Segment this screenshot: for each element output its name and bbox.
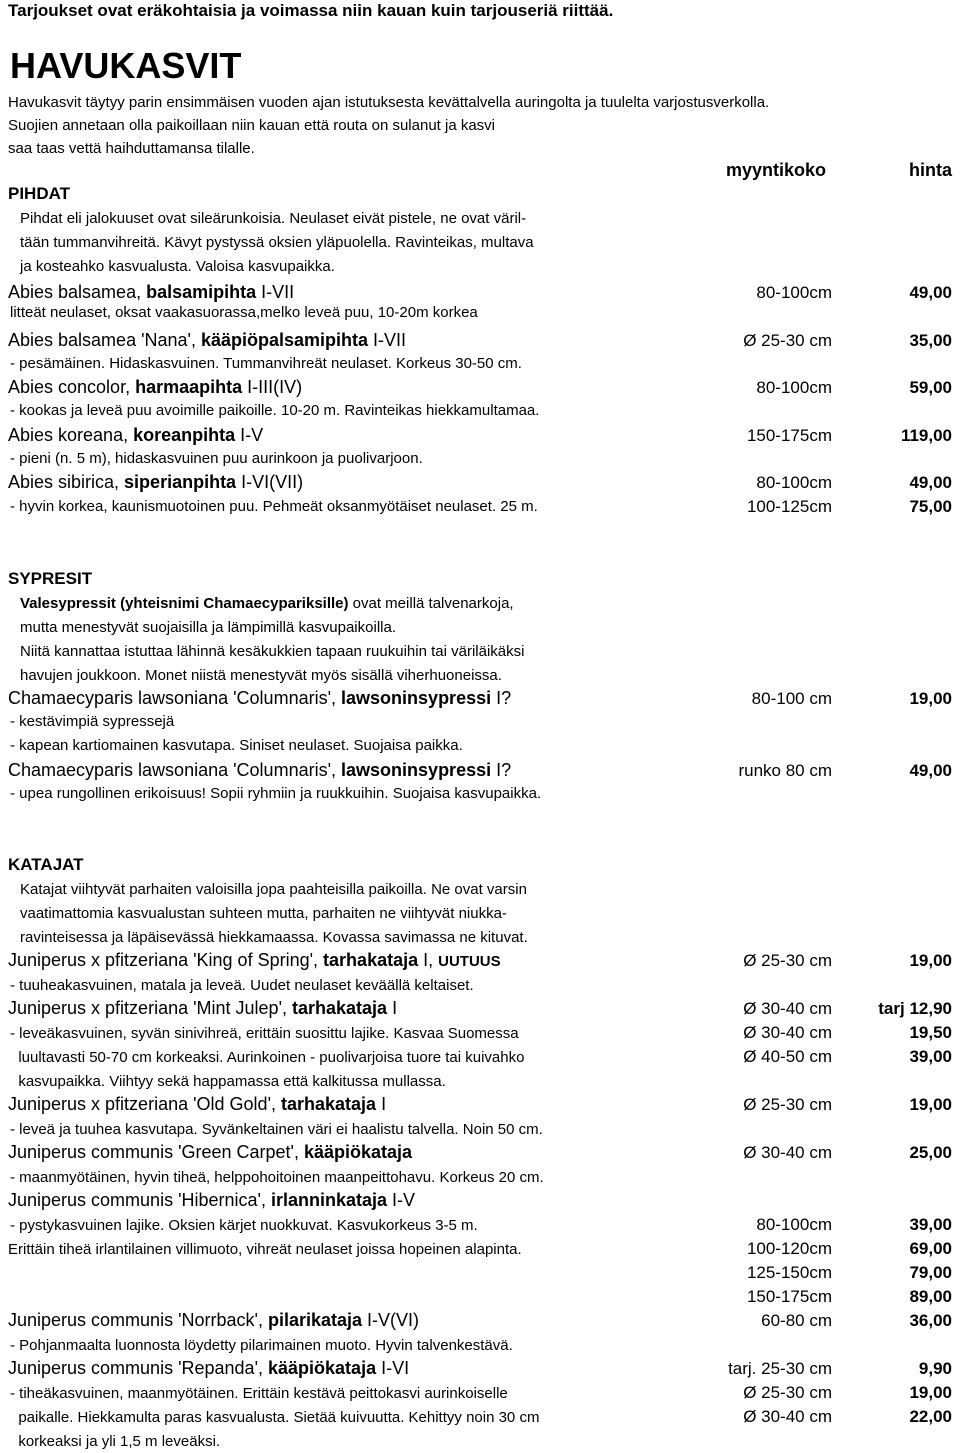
section-intro-line: ravinteisessa ja läpäisevässä hiekkamaassa. Kovassa savimassa ne kituvat.	[20, 929, 528, 946]
product-size: Ø 40-50 cm	[743, 1047, 832, 1066]
intro-line: Havukasvit täytyy parin ensimmäisen vuoden ajan istutuksesta kevättalvella auringolta ja tuulelta varjostusverkolla.	[8, 94, 770, 111]
product-size: 80-100 cm	[751, 689, 832, 708]
product-description: luultavasti 50-70 cm korkeaksi. Aurinkoinen - puolivarjoisa tuore tai kuivahko	[10, 1049, 525, 1066]
product-description: - kestävimpiä sypressejä	[10, 713, 175, 730]
product-size: 150-175cm	[746, 1287, 832, 1306]
product-name: Chamaecyparis lawsoniana 'Columnaris', lawsoninsypressi I?	[8, 760, 512, 780]
product-price: 25,00	[909, 1143, 952, 1162]
column-header-price: hinta	[909, 160, 952, 180]
product-price: 19,00	[909, 689, 952, 708]
product-description: - kapean kartiomainen kasvutapa. Siniset neulaset. Suojaisa paikka.	[10, 737, 463, 754]
section-intro-line: Niitä kannattaa istuttaa lähinnä kesäkukkien tapaan ruukuihin tai väriläikäksi	[20, 643, 525, 660]
product-description: - leveä ja tuuhea kasvutapa. Syvänkeltainen väri ei haalistu talvella. Noin 50 cm.	[10, 1121, 543, 1138]
product-name: Juniperus x pfitzeriana 'Mint Julep', tarhakataja I	[8, 998, 398, 1018]
product-size: 100-120cm	[746, 1239, 832, 1258]
product-size: 60-80 cm	[761, 1311, 832, 1330]
section-intro-line: ja kosteahko kasvualusta. Valoisa kasvupaikka.	[20, 258, 335, 275]
product-price: 39,00	[909, 1215, 952, 1234]
product-price: 19,00	[909, 951, 952, 970]
new-badge: UUTUUS	[438, 953, 501, 970]
product-description: - leveäkasvuinen, syvän sinivihreä, erittäin suosittu lajike. Kasvaa Suomessa	[10, 1025, 519, 1042]
product-size: 125-150cm	[746, 1263, 832, 1282]
product-description: - tuuheakasvuinen, matala ja leveä. Uudet neulaset keväällä keltaiset.	[10, 977, 474, 994]
product-price: 36,00	[909, 1311, 952, 1330]
product-description: Erittäin tiheä irlantilainen villimuoto, vihreät neulaset joissa hopeinen alapinta.	[8, 1241, 522, 1258]
product-name: Abies koreana, koreanpihta I-V	[8, 425, 264, 445]
product-price: 119,00	[900, 426, 952, 445]
product-description: - tiheäkasvuinen, maanmyötäinen. Erittäin kestävä peittokasvi aurinkoiselle	[10, 1385, 508, 1402]
product-description: - pesämäinen. Hidaskasvuinen. Tummanvihreät neulaset. Korkeus 30-50 cm.	[10, 355, 522, 372]
section-heading-pihdat: PIHDAT	[8, 184, 71, 203]
product-price: 49,00	[909, 473, 952, 492]
product-price: 75,00	[909, 497, 952, 516]
product-size: Ø 25-30 cm	[743, 331, 832, 350]
product-price: 9,90	[918, 1359, 952, 1378]
product-price: 35,00	[909, 331, 952, 350]
product-size: Ø 25-30 cm	[743, 1095, 832, 1114]
section-intro-line: Katajat viihtyvät parhaiten valoisilla jopa paahteisilla paikoilla. Ne ovat varsin	[20, 881, 527, 898]
section-intro-line: tään tummanvihreitä. Kävyt pystyssä oksien yläpuolella. Ravinteikas, multava	[20, 234, 534, 251]
product-description: - pystykasvuinen lajike. Oksien kärjet nuokkuvat. Kasvukorkeus 3-5 m.	[10, 1217, 478, 1234]
product-size: Ø 30-40 cm	[743, 1023, 832, 1042]
product-size: Ø 25-30 cm	[743, 1383, 832, 1402]
product-name: Juniperus communis 'Green Carpet', kääpiökataja	[8, 1142, 413, 1162]
section-intro-line: havujen joukkoon. Monet niistä menestyvät myös sisällä viherhuoneissa.	[20, 667, 502, 684]
offer-banner: Tarjoukset ovat eräkohtaisia ja voimassa niin kauan kuin tarjouseriä riittää.	[8, 1, 614, 20]
product-size: runko 80 cm	[738, 761, 832, 780]
intro-line: Suojien annetaan olla paikoillaan niin kauan että routa on sulanut ja kasvi	[8, 117, 496, 134]
product-name: Abies balsamea 'Nana', kääpiöpalsamipihta I-VII	[8, 330, 407, 350]
product-size: 150-175cm	[746, 426, 832, 445]
product-price: 49,00	[909, 283, 952, 302]
section-intro-line: Valesypressit (yhteisnimi Chamaecypariksille) ovat meillä talvenarkoja,	[20, 595, 514, 612]
product-price: 39,00	[909, 1047, 952, 1066]
product-description: paikalle. Hiekkamulta paras kasvualusta. Sietää kuivuutta. Kehittyy noin 30 cm	[10, 1409, 540, 1426]
column-header-size: myyntikoko	[726, 160, 827, 180]
product-price: 59,00	[909, 378, 952, 397]
product-name: Abies sibirica, siperianpihta I-VI(VII)	[8, 472, 304, 492]
section-heading-sypresit: SYPRESIT	[8, 569, 93, 588]
product-size: 80-100cm	[756, 283, 832, 302]
product-size: 100-125cm	[746, 497, 832, 516]
product-size: 80-100cm	[756, 378, 832, 397]
page-title: HAVUKASVIT	[10, 45, 242, 86]
product-name: Abies balsamea, balsamipihta I-VII	[8, 282, 295, 302]
product-size: Ø 30-40 cm	[743, 1143, 832, 1162]
product-price: 79,00	[909, 1263, 952, 1282]
product-name: Juniperus communis 'Hibernica', irlanninkataja I-V	[8, 1190, 416, 1210]
product-name: Juniperus communis 'Repanda', kääpiökataja I-VI	[8, 1358, 410, 1378]
product-name: Juniperus x pfitzeriana 'King of Spring', tarhakataja I, UUTUUS	[8, 950, 501, 970]
product-name: Abies concolor, harmaapihta I-III(IV)	[8, 377, 303, 397]
product-size: Ø 25-30 cm	[743, 951, 832, 970]
product-price: 89,00	[909, 1287, 952, 1306]
product-name: Chamaecyparis lawsoniana 'Columnaris', lawsoninsypressi I?	[8, 688, 512, 708]
product-price: 49,00	[909, 761, 952, 780]
product-description: - kookas ja leveä puu avoimille paikoille. 10-20 m. Ravinteikas hiekkamultamaa.	[10, 402, 540, 419]
product-name: Juniperus x pfitzeriana 'Old Gold', tarhakataja I	[8, 1094, 387, 1114]
section-heading-katajat: KATAJAT	[8, 855, 84, 874]
product-size: Ø 30-40 cm	[743, 999, 832, 1018]
product-size: tarj. 25-30 cm	[728, 1359, 832, 1378]
product-description: - pieni (n. 5 m), hidaskasvuinen puu aurinkoon ja puolivarjoon.	[10, 450, 423, 467]
product-price: 69,00	[909, 1239, 952, 1258]
product-description: litteät neulaset, oksat vaakasuorassa,melko leveä puu, 10-20m korkea	[10, 304, 478, 321]
product-description: korkeaksi ja yli 1,5 m leveäksi.	[10, 1433, 221, 1450]
product-size: 80-100cm	[756, 1215, 832, 1234]
product-price: 19,00	[909, 1383, 952, 1402]
product-price: 19,00	[909, 1095, 952, 1114]
intro-line: saa taas vettä haihduttamansa tilalle.	[8, 140, 255, 157]
product-name: Juniperus communis 'Norrback', pilarikataja I-V(VI)	[8, 1310, 420, 1330]
section-intro-line: vaatimattomia kasvualustan suhteen mutta, parhaiten ne viihtyvät niukka-	[20, 905, 507, 922]
product-description: - Pohjanmaalta luonnosta löydetty pilarimainen muoto. Hyvin talvenkestävä.	[10, 1337, 513, 1354]
product-description: - maanmyötäinen, hyvin tiheä, helppohoitoinen maanpeittohavu. Korkeus 20 cm.	[10, 1169, 544, 1186]
product-description: kasvupaikka. Viihtyy sekä happamassa että kalkitussa mullassa.	[10, 1073, 446, 1090]
product-description: - hyvin korkea, kaunismuotoinen puu. Pehmeät oksanmyötäiset neulaset. 25 m.	[10, 498, 538, 515]
product-description: - upea rungollinen erikoisuus! Sopii ryhmiin ja ruukkuihin. Suojaisa kasvupaikka.	[10, 785, 542, 802]
product-size: 80-100cm	[756, 473, 832, 492]
product-size: Ø 30-40 cm	[743, 1407, 832, 1426]
section-intro-line: mutta menestyvät suojaisilla ja lämpimillä kasvupaikoilla.	[20, 619, 396, 636]
product-price: 19,50	[909, 1023, 952, 1042]
product-price: tarj 12,90	[878, 999, 952, 1018]
product-price: 22,00	[909, 1407, 952, 1426]
section-intro-line: Pihdat eli jalokuuset ovat sileärunkoisia. Neulaset eivät pistele, ne ovat väril-	[20, 210, 527, 227]
